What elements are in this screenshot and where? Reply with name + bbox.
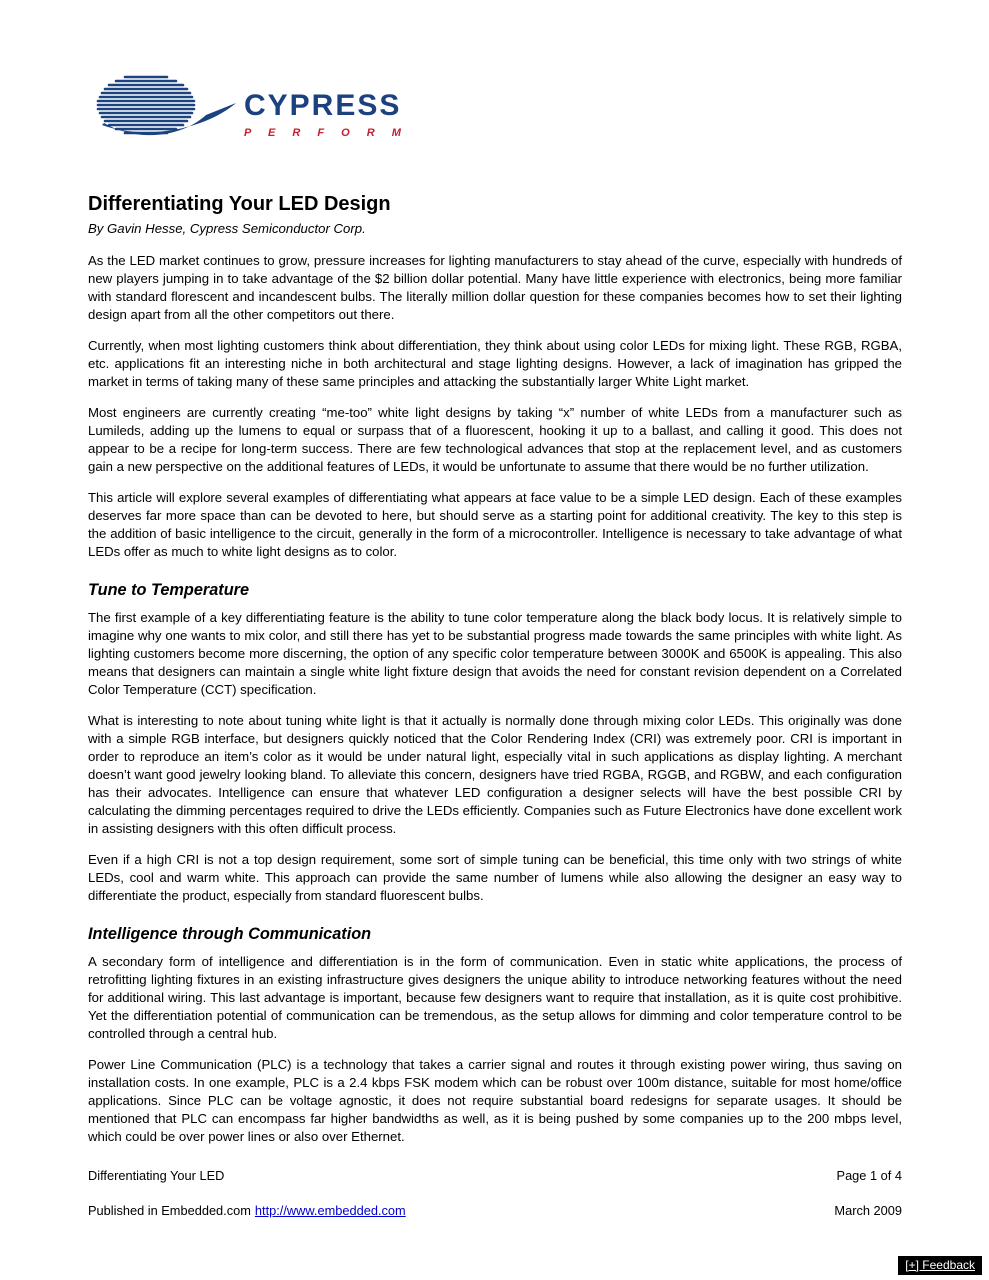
cypress-logo — [88, 65, 902, 161]
footer-published — [88, 1203, 406, 1218]
page-title: Differentiating Your LED Design — [88, 193, 391, 215]
footer-line-1 — [88, 1168, 902, 1183]
paragraph: A secondary form of intelligence and differentiation is in the form of communication. Even in static white applications, the process of retrofitting lighting fixtures in an existing infrastructure gives designers the unique ability to introduce networking features without the need for additional wiring. This last advantage is important, because few designers want to require that installation, as it is quite cost prohibitive. Yet the differentiation potential of communication can be tremendous, as the setup allows for dimming and color temperature control to be controlled through a central hub. — [88, 954, 902, 1041]
section-heading: Intelligence through Communication — [88, 925, 372, 943]
footer-line-2 — [88, 1203, 902, 1218]
footer-page-number: Page 1 of 4 — [836, 1168, 902, 1183]
footer-published-link[interactable]: http://www.embedded.com — [254, 1203, 406, 1218]
logo-text — [244, 91, 410, 139]
perform-tagline: P E R F O R M — [244, 127, 408, 139]
feedback-button[interactable]: [+] Feedback — [898, 1256, 982, 1275]
footer-published-prefix: Published in Embedded.com — [88, 1203, 251, 1218]
section-heading: Tune to Temperature — [88, 581, 250, 599]
paragraph: Even if a high CRI is not a top design requirement, some sort of simple tuning can be beneficial, this time only with two strings of white LEDs, cool and warm white. This approach can provide the same number of lumens while also allowing the designer an easy way to differentiate the product, especially from standard fluorescent bulbs. — [88, 852, 902, 903]
footer-date: March 2009 — [834, 1203, 902, 1218]
paragraph: Power Line Communication (PLC) is a technology that takes a carrier signal and routes it through existing power wiring, thus saving on installation costs. In one example, PLC is a 2.4 kbps FSK modem which can be robust over 100m distance, suitable for most home/office applications. Since PLC can be voltage agnostic, it does not require substantial board redesigns for separate usages. It should be mentioned that PLC can encompass far higher bandwidths as well, as it is being pushed by some companies up to the 200 mbps level, which could be over power lines or also over Ethernet. — [88, 1057, 902, 1144]
byline: By Gavin Hesse, Cypress Semiconductor Corp. — [88, 221, 366, 236]
paragraph: Currently, when most lighting customers think about differentiation, they think about using color LEDs for mixing light. These RGB, RGBA, etc. applications fit an interesting niche in both architectural and stage lighting designs. However, a lack of imagination has gripped the market in terms of taking many of these same principles and attacking the substantially larger White Light market. — [88, 338, 902, 389]
paragraph: Most engineers are currently creating “me-too” white light designs by taking “x” number of white LEDs from a manufacturer such as Lumileds, adding up the lumens to equal or surpass that of a fluorescent, hooking it up to a ballast, and calling it good. This does not appear to be a recipe for long-term success. There are few technological advances that stop at the replacement level, and as customers gain a new perspective on the additional features of LEDs, it would be unfortunate to assume that there would be no further utilization. — [88, 405, 902, 474]
paragraph: As the LED market continues to grow, pressure increases for lighting manufacturers to stay ahead of the curve, especially with hundreds of new players jumping in to take advantage of the $2 billion dollar potential. Many have little experience with electronics, being more familiar with standard florescent and incandescent bulbs. The literally million dollar question for these companies becomes how to set their lighting design apart from all the other competitors out there. — [88, 253, 902, 322]
globe-icon — [88, 65, 238, 161]
footer-doc-title: Differentiating Your LED — [88, 1168, 225, 1183]
paragraph: What is interesting to note about tuning white light is that it actually is normally done through mixing color LEDs. This originally was done with a simple RGB interface, but designers quickly noticed that the Color Rendering Index (CRI) was extremely poor. CRI is important in order to reproduce an item’s color as it would be under natural light, especially vital in such applications as display lighting. A merchant doesn’t want good jewelry looking bland. To alleviate this concern, designers have tried RGBA, RGGB, and RGBW, and each configuration has their advocates. Intelligence can ensure that whatever LED configuration a designer selects will have the best possible CRI by calculating the dimming percentages required to drive the LEDs efficiently. Companies such as Future Electronics have done excellent work in assisting designers with this often difficult process. — [88, 713, 902, 836]
cypress-wordmark: CYPRESS — [244, 89, 402, 122]
paragraph: This article will explore several examples of differentiating what appears at face value to be a simple LED design. Each of these examples deserves far more space than can be devoted to here, but should serve as a starting point for additional creativity. The key to this step is the addition of basic intelligence to the circuit, generally in the form of a microcontroller. Intelligence is necessary to take advantage of what LEDs offer as much to white light designs as to color. — [88, 490, 902, 559]
paragraph: The first example of a key differentiating feature is the ability to tune color temperature along the black body locus. It is relatively simple to imagine why one wants to mix color, and still there has yet to be substantial progress made towards the same principles with white light. As lighting customers become more discerning, the option of any specific color temperature between 3000K and 6500K is appealing. This also means that designers can maintain a single white light fixture design that avoids the need for constant revision dependent on a Correlated Color Temperature (CCT) specification. — [88, 610, 902, 697]
